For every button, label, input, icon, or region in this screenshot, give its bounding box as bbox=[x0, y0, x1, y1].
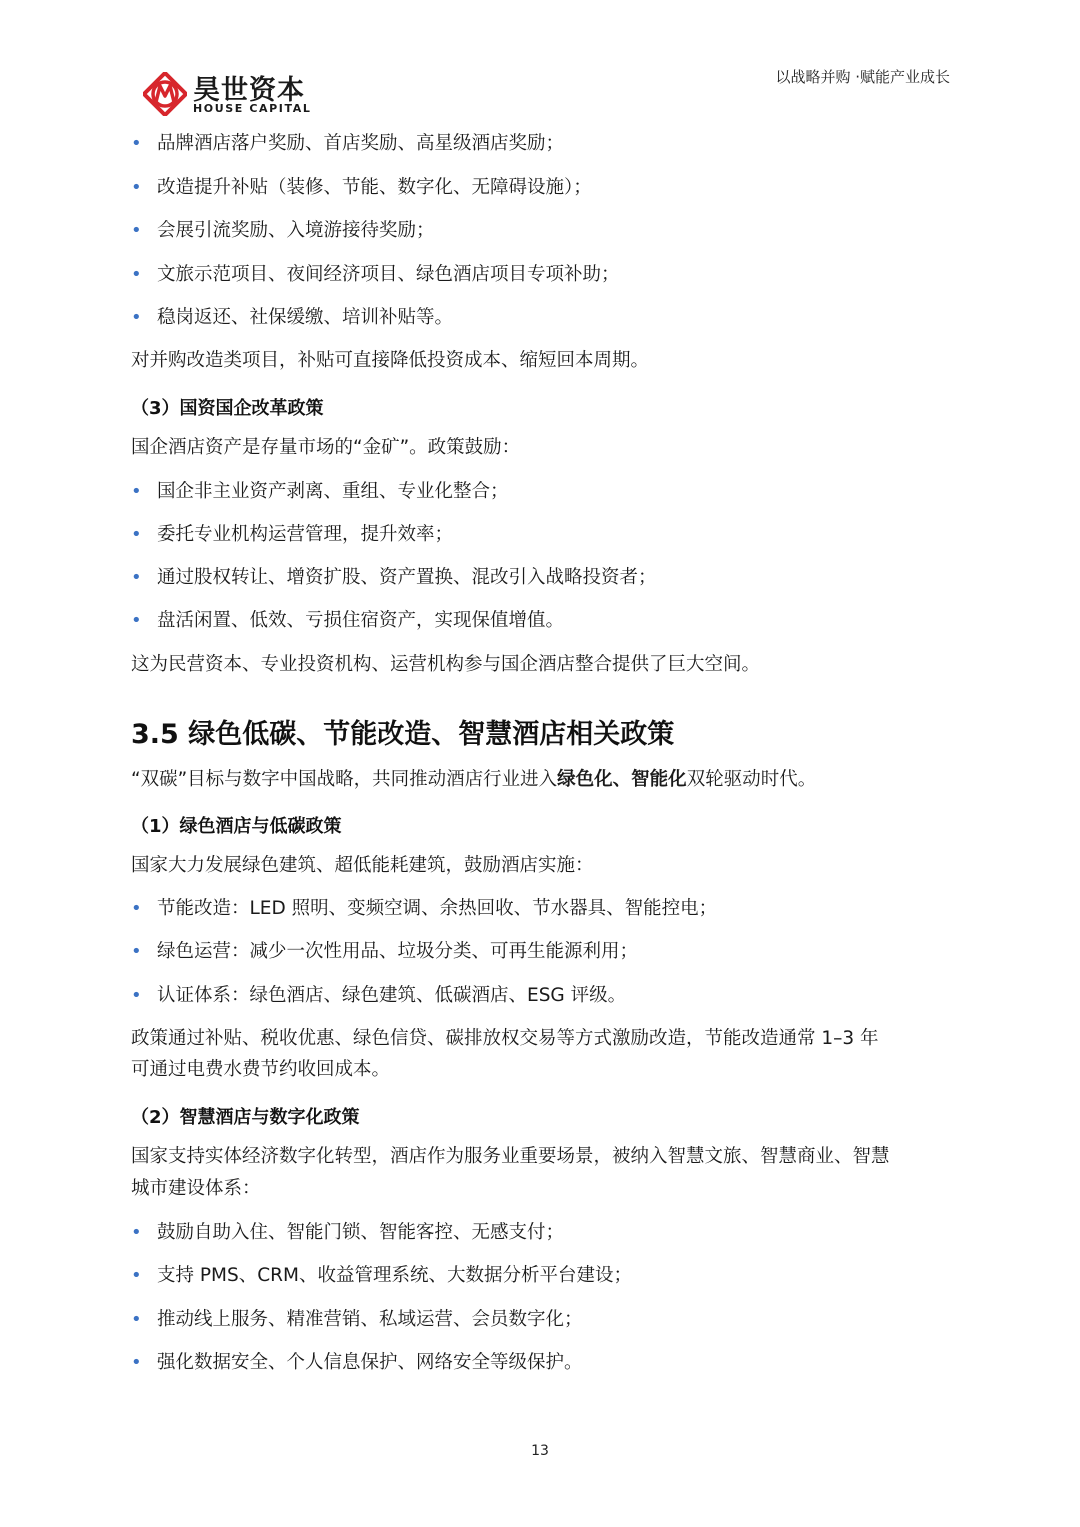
subsection-heading: （2）智慧酒店与数字化政策 bbox=[131, 1107, 360, 1128]
bullet-icon: • bbox=[131, 941, 142, 962]
logo-chinese-text: 昊世资本 bbox=[193, 75, 305, 106]
bullet-icon: • bbox=[131, 220, 142, 241]
logo-english-text: HOUSE CAPITAL bbox=[193, 102, 312, 115]
bullet-icon: • bbox=[131, 481, 142, 502]
section-heading: 3.5 绿色低碳、节能改造、智慧酒店相关政策 bbox=[131, 719, 675, 750]
house-capital-logo-icon bbox=[143, 72, 187, 116]
bullet-icon: • bbox=[131, 1222, 142, 1243]
bullet-icon: • bbox=[131, 567, 142, 588]
bullet-icon: • bbox=[131, 898, 142, 919]
paragraph-line: 城市建设体系： bbox=[131, 1178, 261, 1199]
subsection-heading: （3）国资国企改革政策 bbox=[131, 398, 324, 419]
bullet-icon: • bbox=[131, 307, 142, 328]
section-intro: “双碳”目标与数字中国战略，共同推动酒店行业进入绿色化、智能化双轮驱动时代。 bbox=[131, 769, 817, 790]
paragraph: 对并购改造类项目，补贴可直接降低投资成本、缩短回本周期。 bbox=[131, 350, 650, 371]
emphasis-text: 绿色化、智能化 bbox=[557, 769, 687, 790]
subsection-heading: （1）绿色酒店与低碳政策 bbox=[131, 816, 342, 837]
bullet-icon: • bbox=[131, 177, 142, 198]
paragraph: 国家大力发展绿色建筑、超低能耗建筑，鼓励酒店实施： bbox=[131, 855, 594, 876]
bullet-icon: • bbox=[131, 133, 142, 154]
bullet-icon: • bbox=[131, 985, 142, 1006]
paragraph-line: 可通过电费水费节约收回成本。 bbox=[131, 1059, 391, 1080]
header-tagline: 以战略并购 ·赋能产业成长 bbox=[775, 68, 950, 86]
bullet-icon: • bbox=[131, 1352, 142, 1373]
bullet-icon: • bbox=[131, 264, 142, 285]
bullet-icon: • bbox=[131, 524, 142, 545]
bullet-icon: • bbox=[131, 610, 142, 631]
bullet-icon: • bbox=[131, 1265, 142, 1286]
paragraph: 国企酒店资产是存量市场的“金矿”。政策鼓励： bbox=[131, 437, 521, 458]
bullet-icon: • bbox=[131, 1309, 142, 1330]
paragraph: 这为民营资本、专业投资机构、运营机构参与国企酒店整合提供了巨大空间。 bbox=[131, 654, 761, 675]
page-number: 13 bbox=[531, 1443, 549, 1459]
paragraph-line: 政策通过补贴、税收优惠、绿色信贷、碳排放权交易等方式激励改造，节能改造通常 1–3 年 bbox=[131, 1028, 879, 1049]
paragraph-line: 国家支持实体经济数字化转型，酒店作为服务业重要场景，被纳入智慧文旅、智慧商业、智慧 bbox=[131, 1146, 890, 1167]
